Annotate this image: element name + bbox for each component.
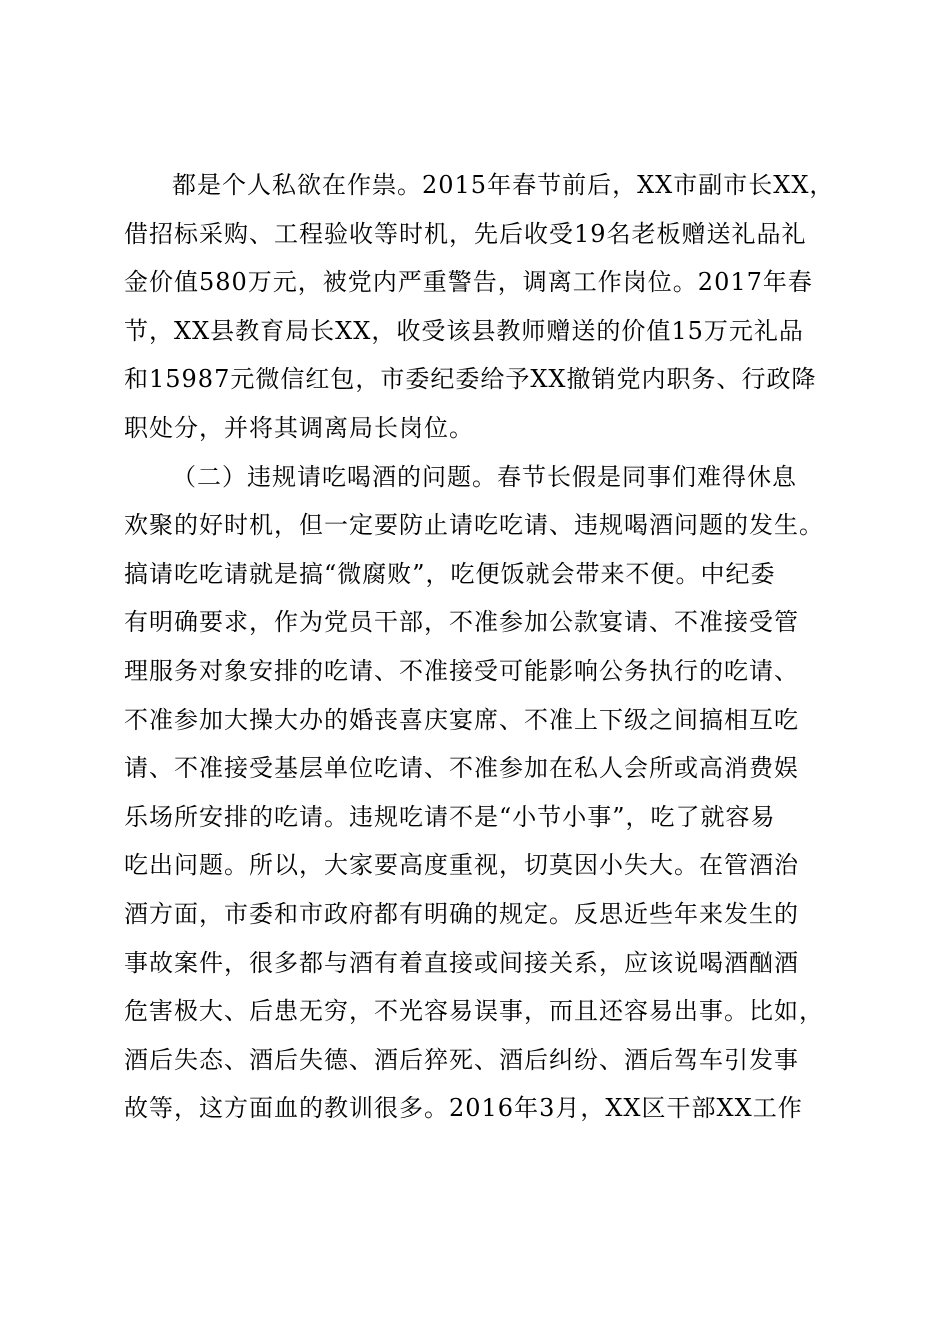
text-line: 事故案件，很多都与酒有着直接或间接关系，应该说喝酒酗酒 [124,948,799,977]
text-line: 和15987元微信红包，市委纪委给予XX撤销党内职务、行政降 [124,365,817,394]
text-line: 职处分，并将其调离局长岗位。 [124,413,474,442]
text-line: 节，XX县教育局长XX，收受该县教师赠送的价值15万元礼品 [124,316,804,345]
text-line: 金价值580万元，被党内严重警告，调离工作岗位。2017年春 [124,268,813,297]
text-line: 吃出问题。所以，大家要高度重视，切莫因小失大。在管酒治 [124,851,799,880]
text-line: 理服务对象安排的吃请、不准接受可能影响公务执行的吃请、 [124,656,799,685]
text-line: 故等，这方面血的教训很多。2016年3月，XX区干部XX工作 [124,1094,803,1123]
section-heading-line: （二）违规请吃喝酒的问题。春节长假是同事们难得休息 [172,462,797,491]
text-line: 乐场所安排的吃请。违规吃请不是“小节小事”，吃了就容易 [124,802,776,831]
document-body [124,161,835,1133]
text-line: 请、不准接受基层单位吃请、不准参加在私人会所或高消费娱 [124,754,799,783]
text-line: 都是个人私欲在作祟。2015年春节前后，XX市副市长XX， [172,171,835,199]
text-line: 欢聚的好时机，但一定要防止请吃吃请、违规喝酒问题的发生。 [124,511,824,540]
text-line: 有明确要求，作为党员干部，不准参加公款宴请、不准接受管 [124,608,799,637]
text-line: 酒后失态、酒后失德、酒后猝死、酒后纠纷、酒后驾车引发事 [124,1045,799,1074]
text-line: 借招标采购、工程验收等时机，先后收受19名老板赠送礼品礼 [124,219,807,248]
text-line: 搞请吃吃请就是搞“微腐败”，吃便饭就会带来不便。中纪委 [124,559,776,588]
text-line: 不准参加大操大办的婚丧喜庆宴席、不准上下级之间搞相互吃 [124,705,799,734]
text-line: 危害极大、后患无穷，不光容易误事，而且还容易出事。比如， [124,997,824,1026]
text-line: 酒方面，市委和市政府都有明确的规定。反思近些年来发生的 [124,899,799,928]
